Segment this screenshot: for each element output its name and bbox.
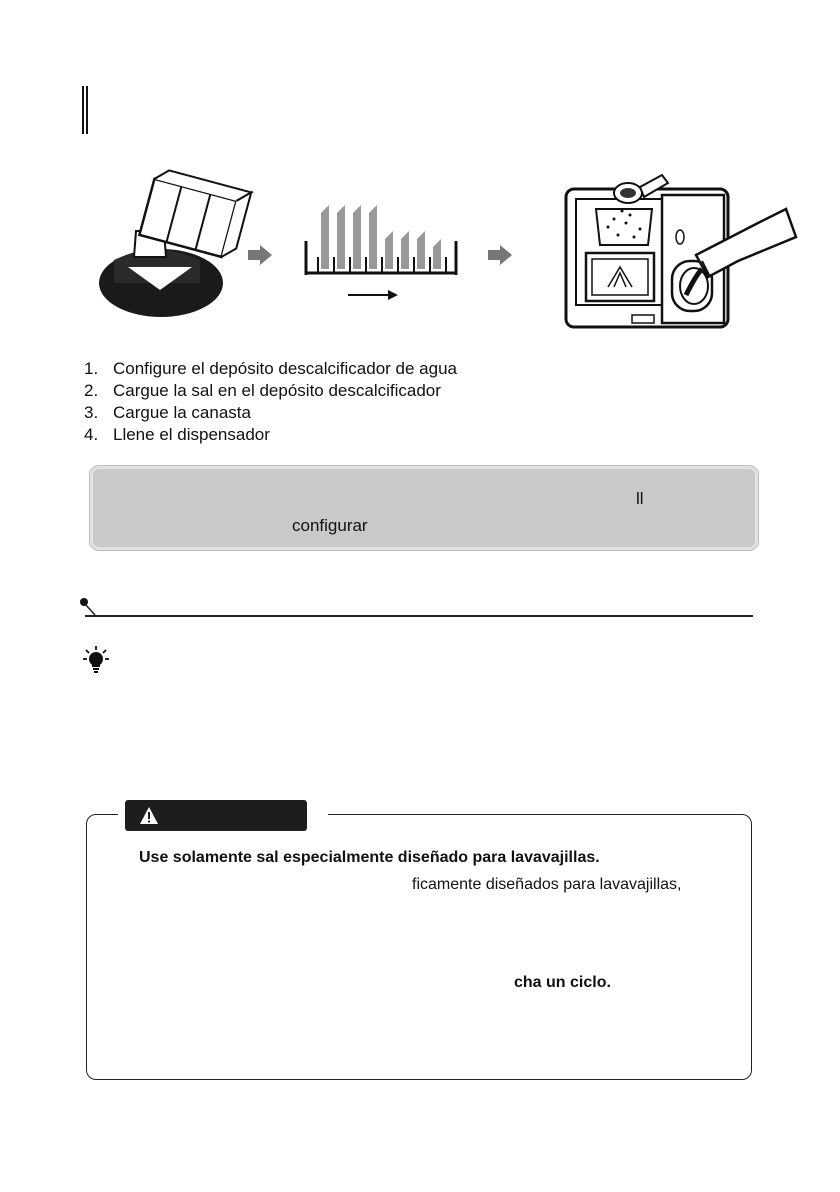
- arrow-right-icon: [488, 245, 512, 265]
- step-text: Cargue la canasta: [113, 403, 251, 422]
- warning-heading: Use solamente sal especialmente diseñado para lavavajillas.: [139, 849, 600, 866]
- list-item: [84, 380, 457, 402]
- note-box: [90, 466, 758, 550]
- steps-list: [84, 358, 457, 446]
- list-item: [84, 424, 457, 446]
- step-text: Configure el depósito descalcificador de agua: [113, 359, 458, 378]
- illustration-row: [96, 165, 806, 340]
- lightbulb-icon: [83, 645, 109, 673]
- step-number: 1.: [84, 359, 99, 378]
- note-fragment: configurar: [292, 516, 368, 535]
- dish-rack-illustration: [306, 205, 456, 300]
- step-text: Llene el dispensador: [113, 425, 270, 444]
- warning-tab: [125, 800, 307, 831]
- warning-triangle-icon: [139, 806, 159, 825]
- list-item: [84, 358, 457, 380]
- step-number: 4.: [84, 425, 99, 444]
- list-item: [84, 402, 457, 424]
- title-marker: [82, 86, 88, 134]
- salt-pack-illustration: [99, 167, 251, 317]
- note-fragment: ll: [636, 489, 644, 508]
- warning-fragment: ficamente diseñados para lavavajillas,: [412, 876, 682, 893]
- step-number: 2.: [84, 381, 99, 400]
- arrow-right-icon: [248, 245, 272, 265]
- section-divider: [85, 615, 753, 617]
- step-number: 3.: [84, 403, 99, 422]
- step-text: Cargue la sal en el depósito descalcificador: [113, 381, 441, 400]
- dispenser-illustration: [566, 175, 796, 327]
- warning-fragment-bold: cha un ciclo.: [514, 974, 611, 991]
